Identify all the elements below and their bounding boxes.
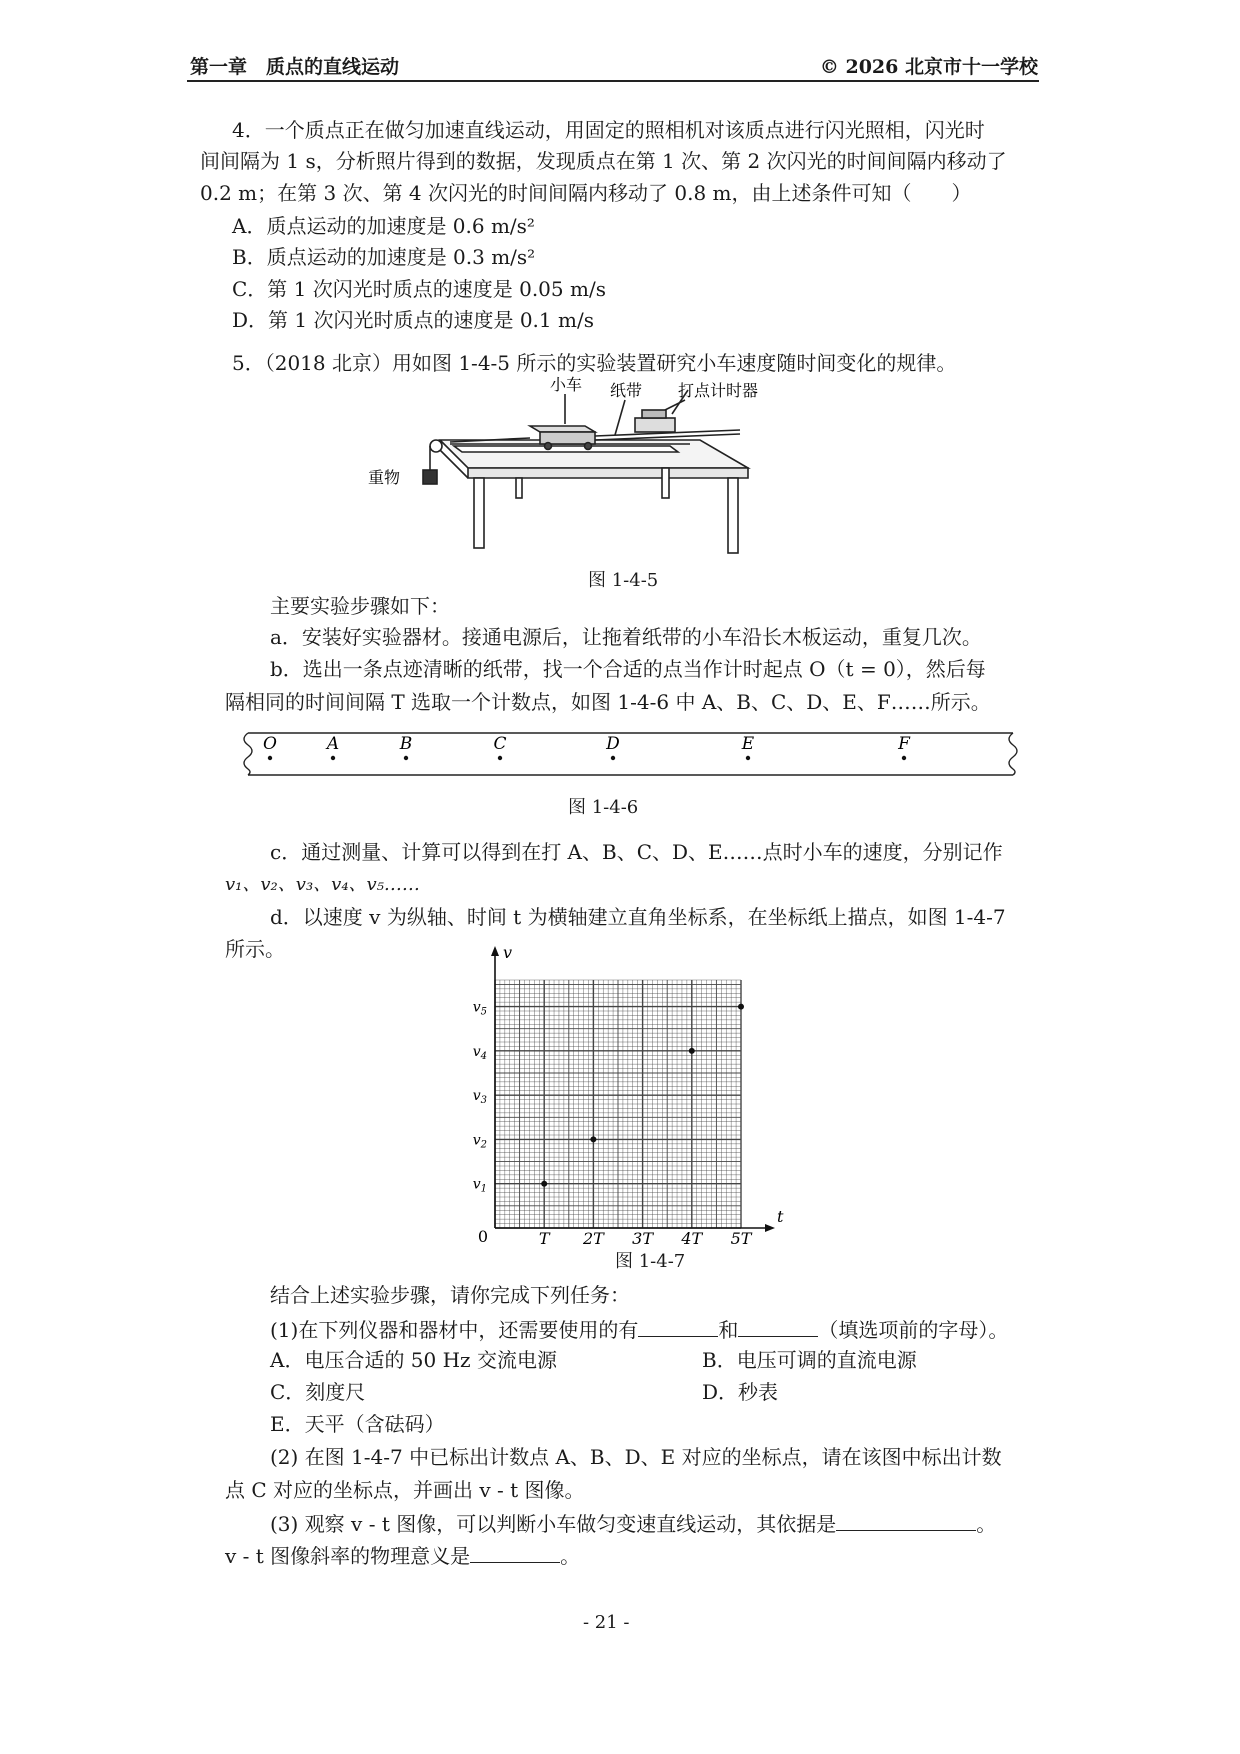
task1-option-d: D．秒表 bbox=[702, 1380, 779, 1404]
tape-dot-A bbox=[331, 756, 335, 760]
page-number: - 21 - bbox=[583, 1612, 630, 1633]
task1-suffix: （填选项前的字母）。 bbox=[818, 1318, 1009, 1342]
chapter-header: 第一章 质点的直线运动 bbox=[190, 56, 400, 78]
x-tick-label: 3T bbox=[632, 1229, 654, 1248]
school-header: © 2026 北京市十一学校 bbox=[819, 56, 1038, 78]
q4-line1: 4．一个质点正在做匀加速直线运动，用固定的照相机对该质点进行闪光照相，闪光时 bbox=[232, 118, 985, 142]
header-rule bbox=[187, 80, 1039, 82]
data-point bbox=[541, 1181, 547, 1187]
tape-dot-D bbox=[611, 756, 615, 760]
steps-title: 主要实验步骤如下： bbox=[270, 594, 450, 618]
tape-dot-O bbox=[268, 756, 272, 760]
data-point bbox=[738, 1004, 744, 1010]
y-tick-label: $v_4$ bbox=[472, 1043, 487, 1062]
data-point bbox=[590, 1136, 596, 1142]
task1-option-a: A．电压合适的 50 Hz 交流电源 bbox=[270, 1348, 557, 1372]
x-tick-label: 2T bbox=[582, 1229, 604, 1248]
task1-line bbox=[270, 1316, 1008, 1342]
origin-label: 0 bbox=[477, 1227, 489, 1246]
label-weight: 重物 bbox=[368, 468, 401, 487]
figure-1-4-7-caption: 图 1-4-7 bbox=[615, 1251, 686, 1272]
task1-blank-2[interactable] bbox=[738, 1316, 818, 1337]
q4-line2: 间间隔为 1 s，分析照片得到的数据，发现质点在第 1 次、第 2 次闪光的时间间隔内移动了 bbox=[200, 149, 1007, 173]
tape-label-F: F bbox=[898, 734, 910, 754]
tape-label-E: E bbox=[741, 734, 755, 754]
task1-option-e: E．天平（含砝码） bbox=[270, 1412, 445, 1436]
label-tape: 纸带 bbox=[610, 381, 643, 400]
figure-1-4-6-tape bbox=[238, 727, 1028, 783]
task3-line1 bbox=[270, 1510, 996, 1536]
y-axis-label: v bbox=[503, 943, 513, 962]
step-c-line2: v₁、v₂、v₃、v₄、v₅…… bbox=[225, 874, 420, 895]
figure-1-4-5-caption: 图 1-4-5 bbox=[588, 570, 659, 591]
data-point bbox=[689, 1048, 695, 1054]
tape-label-D: D bbox=[606, 734, 620, 754]
task3-line2 bbox=[225, 1542, 580, 1568]
x-tick-label: 4T bbox=[681, 1229, 703, 1248]
figure-1-4-7-vt-graph bbox=[440, 943, 820, 1248]
task1-blank-1[interactable] bbox=[638, 1316, 718, 1337]
task2-line2: 点 C 对应的坐标点，并画出 v - t 图像。 bbox=[225, 1478, 585, 1502]
task3-blank-1[interactable] bbox=[836, 1510, 976, 1531]
task3-end-2: 。 bbox=[560, 1544, 581, 1568]
step-d-line2: 所示。 bbox=[225, 937, 285, 961]
tape-label-O: O bbox=[263, 734, 277, 754]
y-tick-label: $v_3$ bbox=[472, 1088, 487, 1107]
task1-middle: 和 bbox=[718, 1318, 739, 1342]
y-tick-label: $v_5$ bbox=[472, 999, 487, 1018]
q5-intro: 5．（2018 北京）用如图 1-4-5 所示的实验装置研究小车速度随时间变化的规律。 bbox=[232, 351, 957, 375]
tape-dot-C bbox=[498, 756, 502, 760]
figure-1-4-6-caption: 图 1-4-6 bbox=[568, 797, 639, 818]
x-tick-label: 5T bbox=[730, 1229, 752, 1248]
label-timer: 打点计时器 bbox=[678, 381, 759, 400]
task3-end: 。 bbox=[976, 1512, 997, 1536]
task3-blank-2[interactable] bbox=[470, 1542, 560, 1563]
tasks-title: 结合上述实验步骤，请你完成下列任务： bbox=[270, 1283, 630, 1307]
q4-option-a: A．质点运动的加速度是 0.6 m/s² bbox=[232, 214, 535, 238]
y-axis-arrow bbox=[491, 946, 499, 956]
task1-option-c: C．刻度尺 bbox=[270, 1380, 366, 1404]
weight-shape bbox=[423, 470, 437, 484]
step-a: a．安装好实验器材。接通电源后，让拖着纸带的小车沿长木板运动，重复几次。 bbox=[270, 625, 982, 649]
chart-grid bbox=[495, 980, 741, 1228]
x-axis-arrow bbox=[765, 1224, 775, 1232]
step-b-line2: 隔相同的时间间隔 T 选取一个计数点，如图 1-4-6 中 A、B、C、D、E、F……所示。 bbox=[225, 690, 991, 714]
step-d-line1: d．以速度 v 为纵轴、时间 t 为横轴建立直角坐标系，在坐标纸上描点，如图 1-4-7 bbox=[270, 905, 1006, 929]
task3-text: (3) 观察 v - t 图像，可以判断小车做匀变速直线运动，其依据是 bbox=[270, 1512, 837, 1536]
task1-prefix: (1)在下列仪器和器材中，还需要使用的有 bbox=[270, 1318, 639, 1342]
q4-option-b: B．质点运动的加速度是 0.3 m/s² bbox=[232, 245, 536, 269]
x-tick-label: T bbox=[538, 1229, 550, 1248]
task1-option-b: B．电压可调的直流电源 bbox=[702, 1348, 917, 1372]
y-tick-label: $v_2$ bbox=[472, 1132, 487, 1151]
task3-text-2: v - t 图像斜率的物理意义是 bbox=[225, 1544, 471, 1568]
tape-dot-F bbox=[902, 756, 906, 760]
figure-1-4-5-apparatus bbox=[368, 375, 840, 585]
tape-dot-B bbox=[404, 756, 408, 760]
tape-label-B: B bbox=[399, 734, 413, 754]
step-b-line1: b．选出一条点迹清晰的纸带，找一个合适的点当作计时起点 O（t = 0），然后每 bbox=[270, 657, 986, 681]
label-cart: 小车 bbox=[550, 375, 583, 394]
q4-line3: 0.2 m；在第 3 次、第 4 次闪光的时间间隔内移动了 0.8 m，由上述条件可知（ ） bbox=[200, 181, 972, 205]
q4-option-d: D．第 1 次闪光时质点的速度是 0.1 m/s bbox=[232, 308, 594, 332]
q4-option-c: C．第 1 次闪光时质点的速度是 0.05 m/s bbox=[232, 277, 606, 301]
tape-label-A: A bbox=[326, 734, 340, 754]
step-c-line1: c．通过测量、计算可以得到在打 A、B、C、D、E……点时小车的速度，分别记作 bbox=[270, 840, 1003, 864]
x-axis-label: t bbox=[777, 1207, 784, 1226]
y-tick-label: $v_1$ bbox=[472, 1176, 487, 1195]
tape-label-C: C bbox=[493, 734, 507, 754]
task2-line1: (2) 在图 1-4-7 中已标出计数点 A、B、D、E 对应的坐标点，请在该图中标出计数 bbox=[270, 1445, 1002, 1469]
tape-dot-E bbox=[746, 756, 750, 760]
